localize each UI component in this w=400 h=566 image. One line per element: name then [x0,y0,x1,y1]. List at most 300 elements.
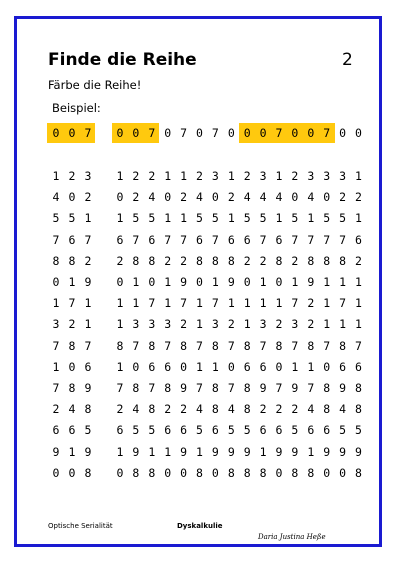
sequence-digit: 7 [307,381,315,395]
sequence-digit: 4 [339,402,347,417]
sequence-digit: 9 [355,444,362,459]
sequence-digit: 1 [164,296,172,311]
sequence-digit: 9 [259,381,267,395]
sequence-digit: 1 [259,296,267,311]
target-digit: 4 [52,190,60,205]
target-digit: 1 [52,169,60,183]
target-digit: 0 [68,126,76,140]
sequence-digit: 8 [211,402,219,417]
sequence-digit: 1 [355,296,362,311]
sequence-digit: 2 [291,253,299,268]
sequence-digit: 6 [211,423,219,438]
sequence-digit: 6 [243,359,251,374]
sequence-digit: 1 [275,169,283,183]
sequence-digit: 8 [243,402,251,417]
target-digit: 5 [68,211,76,226]
sequence-digit: 0 [307,126,315,140]
sequence-digit: 2 [164,253,172,268]
sequence-digit: 1 [307,444,315,459]
sequence-digit: 2 [132,190,140,205]
target-digit: 1 [84,211,92,226]
sequence-digit: 0 [355,126,362,140]
sequence-digit: 6 [243,232,251,247]
sequence-digit: 8 [243,338,251,353]
target-digit: 9 [84,381,92,395]
sequence-digit: 9 [291,444,299,459]
sequence-digit: 2 [148,169,156,183]
sequence-digit: 1 [323,317,331,332]
target-digit: 0 [52,126,60,140]
sequence-digit: 5 [291,423,299,438]
sequence-digit: 3 [323,169,331,183]
sequence-digit: 9 [307,275,315,289]
sequence-digit: 0 [275,465,283,480]
sequence-digit: 4 [148,190,156,205]
sequence-digit: 8 [243,381,251,395]
sequence-digit: 6 [227,232,235,247]
sequence-digit: 2 [180,402,188,417]
sequence-digit: 6 [148,232,156,247]
target-digit: 8 [84,402,92,417]
sequence-digit: 0 [227,359,235,374]
footer-subject: Dyskalkulie [177,522,223,530]
sequence-digit: 7 [148,126,156,140]
sequence-digit: 0 [116,465,124,480]
sequence-digit: 1 [116,444,124,459]
sequence-digit: 8 [323,381,331,395]
sequence-digit: 6 [259,423,267,438]
sequence-digit: 0 [164,190,172,205]
sequence-digit: 8 [323,253,331,268]
sequence-digit: 4 [307,190,315,205]
sequence-digit: 2 [196,169,203,183]
sequence-digit: 2 [243,169,251,183]
sequence-digit: 7 [148,296,156,311]
target-digit: 7 [84,338,92,353]
sequence-digit: 3 [164,317,172,332]
sequence-digit: 4 [227,402,235,417]
sequence-digit: 3 [211,169,219,183]
page-number: 2 [342,50,353,70]
sequence-digit: 7 [196,338,203,353]
sequence-digit: 4 [196,190,203,205]
sequence-digit: 1 [323,296,331,311]
target-digit: 1 [68,444,76,459]
sequence-digit: 1 [355,211,362,226]
sequence-digit: 5 [243,423,251,438]
target-digit: 6 [52,423,60,438]
sequence-digit: 6 [307,423,315,438]
target-digit: 5 [84,423,92,438]
sequence-digit: 1 [291,275,299,289]
sequence-digit: 0 [227,126,235,140]
target-digit: 0 [68,190,76,205]
sequence-digit: 7 [275,381,283,395]
sequence-digit: 3 [339,169,347,183]
sequence-digit: 1 [243,296,251,311]
sequence-digit: 1 [275,211,283,226]
sequence-digit: 2 [227,190,235,205]
example-label: Beispiel: [52,101,101,115]
target-digit: 9 [84,444,92,459]
sequence-digit: 1 [116,359,124,374]
sequence-digit: 8 [243,465,251,480]
sequence-digit: 0 [291,190,299,205]
sequence-digit: 1 [227,211,235,226]
target-digit: 0 [68,465,76,480]
sequence-digit: 5 [132,423,140,438]
sequence-digit: 9 [275,444,283,459]
sequence-digit: 9 [243,444,251,459]
sequence-digit: 7 [291,296,299,311]
sequence-digit: 0 [196,126,203,140]
sequence-digit: 3 [259,317,267,332]
sequence-digit: 8 [291,465,299,480]
sequence-digit: 1 [307,359,315,374]
sequence-digit: 5 [243,211,251,226]
sequence-digit: 7 [259,338,267,353]
sequence-digit: 9 [227,444,235,459]
target-digit: 9 [52,444,60,459]
sequence-digit: 8 [211,338,219,353]
sequence-digit: 5 [196,211,203,226]
sequence-digit: 0 [132,359,140,374]
sequence-digit: 0 [339,126,347,140]
sequence-digit: 8 [132,465,140,480]
sequence-digit: 8 [339,253,347,268]
target-digit: 1 [52,296,60,311]
target-digit: 0 [68,359,76,374]
sequence-digit: 7 [132,232,140,247]
sequence-digit: 2 [116,253,124,268]
sequence-digit: 8 [196,253,203,268]
sequence-digit: 6 [323,423,331,438]
sequence-digit: 9 [339,381,347,395]
sequence-digit: 1 [339,275,347,289]
sequence-digit: 8 [180,338,188,353]
sequence-digit: 6 [164,359,172,374]
sequence-digit: 1 [291,359,299,374]
target-digit: 7 [68,296,76,311]
sequence-digit: 1 [259,444,267,459]
target-digit: 8 [68,338,76,353]
sequence-digit: 8 [307,253,315,268]
sequence-digit: 0 [164,126,172,140]
sequence-digit: 0 [196,275,203,289]
sequence-digit: 1 [339,317,347,332]
sequence-digit: 0 [275,359,283,374]
sequence-digit: 7 [132,338,140,353]
target-digit: 6 [84,359,92,374]
sequence-digit: 8 [227,465,235,480]
sequence-digit: 6 [275,232,283,247]
sequence-digit: 7 [211,232,219,247]
sequence-digit: 2 [164,402,172,417]
sequence-digit: 0 [259,126,267,140]
sequence-digit: 2 [227,317,235,332]
target-digit: 2 [84,253,92,268]
sequence-digit: 6 [196,232,203,247]
sequence-digit: 2 [180,190,188,205]
sequence-digit: 0 [132,126,140,140]
sequence-digit: 8 [196,465,203,480]
sequence-digit: 1 [116,169,124,183]
sequence-digit: 8 [211,381,219,395]
sequence-digit: 5 [148,211,156,226]
sequence-digit: 5 [259,211,267,226]
target-digit: 3 [52,317,60,332]
sequence-digit: 0 [323,465,331,480]
sequence-digit: 7 [196,381,203,395]
sequence-digit: 1 [116,317,124,332]
sequence-digit: 7 [259,232,267,247]
sequence-digit: 1 [116,296,124,311]
sequence-digit: 2 [275,402,283,417]
sequence-digit: 7 [164,338,172,353]
target-digit: 7 [52,338,60,353]
sequence-digit: 0 [243,275,251,289]
sequence-digit: 0 [116,126,124,140]
sequence-digit: 0 [323,190,331,205]
sequence-digit: 9 [180,381,188,395]
sequence-digit: 2 [243,253,251,268]
sequence-digit: 7 [339,296,347,311]
sequence-digit: 5 [323,211,331,226]
sequence-digit: 8 [339,338,347,353]
sequence-digit: 5 [339,423,347,438]
sequence-digit: 1 [148,444,156,459]
sequence-digit: 2 [180,253,188,268]
sequence-digit: 6 [164,423,172,438]
target-digit: 2 [52,402,60,417]
sequence-digit: 5 [227,423,235,438]
sequence-digit: 9 [180,275,188,289]
sequence-digit: 0 [339,465,347,480]
sequence-digit: 0 [243,126,251,140]
sequence-digit: 2 [259,253,267,268]
sequence-digit: 4 [307,402,315,417]
sequence-digit: 8 [164,381,172,395]
sequence-digit: 7 [323,232,331,247]
sequence-digit: 8 [116,338,124,353]
sequence-digit: 2 [339,190,347,205]
sequence-digit: 0 [211,465,219,480]
sequence-digit: 0 [148,275,156,289]
sequence-digit: 7 [211,296,219,311]
sequence-digit: 0 [275,275,283,289]
sequence-digit: 2 [180,317,188,332]
sequence-digit: 0 [180,465,188,480]
sequence-digit: 1 [116,211,124,226]
sequence-digit: 1 [227,296,235,311]
sequence-digit: 5 [132,211,140,226]
sequence-digit: 1 [307,211,315,226]
sequence-digit: 1 [227,169,235,183]
sequence-digit: 9 [211,444,219,459]
sequence-digit: 5 [355,423,362,438]
sequence-digit: 8 [307,465,315,480]
instruction-text: Färbe die Reihe! [48,78,142,92]
sequence-digit: 7 [291,232,299,247]
sequence-digit: 3 [132,317,140,332]
sequence-digit: 1 [196,359,203,374]
sequence-digit: 8 [211,253,219,268]
sequence-digit: 1 [323,275,331,289]
sequence-digit: 6 [148,359,156,374]
sequence-digit: 1 [243,317,251,332]
sequence-digit: 5 [211,211,219,226]
sequence-digit: 3 [211,317,219,332]
sequence-digit: 1 [132,296,140,311]
target-digit: 7 [84,126,92,140]
sequence-digit: 1 [211,359,219,374]
sequence-digit: 1 [196,296,203,311]
sequence-digit: 7 [339,232,347,247]
sequence-digit: 5 [196,423,203,438]
sequence-digit: 1 [164,275,172,289]
sequence-digit: 2 [291,402,299,417]
target-digit: 8 [68,381,76,395]
sequence-digit: 7 [355,338,362,353]
page-title: Finde die Reihe [48,50,197,70]
sequence-digit: 4 [275,190,283,205]
sequence-digit: 8 [148,402,156,417]
sequence-digit: 0 [211,190,219,205]
target-digit: 2 [68,169,76,183]
footer-topic: Optische Serialität [48,522,113,530]
sequence-digit: 7 [323,126,331,140]
sequence-digit: 1 [196,317,203,332]
target-digit: 1 [68,275,76,289]
sequence-digit: 9 [323,444,331,459]
sequence-digit: 1 [275,296,283,311]
target-digit: 7 [84,232,92,247]
sequence-digit: 8 [355,381,362,395]
sequence-digit: 6 [259,359,267,374]
sequence-digit: 1 [164,444,172,459]
sequence-digit: 6 [355,359,362,374]
target-digit: 0 [52,465,60,480]
sequence-digit: 7 [275,126,283,140]
sequence-digit: 0 [164,465,172,480]
sequence-digit: 6 [116,232,124,247]
sequence-digit: 1 [355,169,362,183]
sequence-digit: 2 [355,253,362,268]
sequence-digit: 6 [180,423,188,438]
sequence-digit: 9 [180,444,188,459]
sequence-digit: 6 [275,423,283,438]
sequence-digit: 6 [355,232,362,247]
sequence-digit: 4 [196,402,203,417]
sequence-digit: 5 [148,423,156,438]
sequence-digit: 1 [164,211,172,226]
sequence-digit: 3 [148,317,156,332]
sequence-digit: 2 [116,402,124,417]
sequence-digit: 0 [323,359,331,374]
target-digit: 0 [52,275,60,289]
sequence-digit: 2 [355,190,362,205]
sequence-digit: 0 [116,190,124,205]
sequence-digit: 1 [355,317,362,332]
sequence-digit: 2 [132,169,140,183]
target-digit: 2 [68,317,76,332]
sequence-digit: 1 [132,275,140,289]
sequence-digit: 7 [307,232,315,247]
sequence-digit: 7 [291,338,299,353]
sequence-digit: 7 [164,232,172,247]
sequence-digit: 0 [180,359,188,374]
sequence-digit: 0 [116,275,124,289]
footer-author: Daria Justina Heße [258,533,326,541]
sequence-digit: 2 [307,296,315,311]
sequence-digit: 2 [307,317,315,332]
sequence-digit: 7 [227,381,235,395]
target-digit: 9 [84,275,92,289]
sequence-digit: 4 [243,190,251,205]
sequence-digit: 7 [180,232,188,247]
sequence-digit: 5 [291,211,299,226]
sequence-digit: 4 [259,190,267,205]
sequence-digit: 4 [132,402,140,417]
target-digit: 1 [84,296,92,311]
target-digit: 3 [84,169,92,183]
sequence-digit: 8 [275,253,283,268]
target-digit: 8 [68,253,76,268]
target-digit: 1 [84,317,92,332]
sequence-digit: 9 [227,275,235,289]
sequence-digit: 3 [259,169,267,183]
target-digit: 2 [84,190,92,205]
sequence-digit: 1 [355,275,362,289]
sequence-digit: 8 [148,253,156,268]
sequence-digit: 2 [259,402,267,417]
sequence-digit: 3 [291,317,299,332]
sequence-digit: 8 [307,338,315,353]
sequence-digit: 1 [196,444,203,459]
sequence-digit: 8 [275,338,283,353]
sequence-digit: 6 [116,423,124,438]
target-digit: 6 [68,423,76,438]
sequence-digit: 7 [323,338,331,353]
sequence-digit: 9 [339,444,347,459]
sequence-digit: 1 [180,211,188,226]
sequence-digit: 7 [148,381,156,395]
sequence-digit: 0 [291,126,299,140]
sequence-digit: 8 [148,465,156,480]
sequence-digit: 8 [355,465,362,480]
sequence-digit: 1 [164,169,172,183]
target-digit: 8 [52,253,60,268]
sequence-digit: 7 [180,296,188,311]
target-digit: 5 [52,211,60,226]
sequence-digit: 8 [355,402,362,417]
sequence-digit: 7 [227,338,235,353]
sequence-digit: 9 [291,381,299,395]
sequence-digit: 2 [275,317,283,332]
sequence-digit: 8 [259,465,267,480]
target-digit: 6 [68,232,76,247]
sequence-digit: 9 [132,444,140,459]
sequence-digit: 6 [339,359,347,374]
sequence-digit: 1 [259,275,267,289]
sequence-digit: 1 [211,275,219,289]
sequence-digit: 7 [180,126,188,140]
sequence-digit: 8 [148,338,156,353]
target-digit: 8 [84,465,92,480]
sequence-digit: 7 [116,381,124,395]
target-digit: 4 [68,402,76,417]
sequence-digit: 5 [339,211,347,226]
